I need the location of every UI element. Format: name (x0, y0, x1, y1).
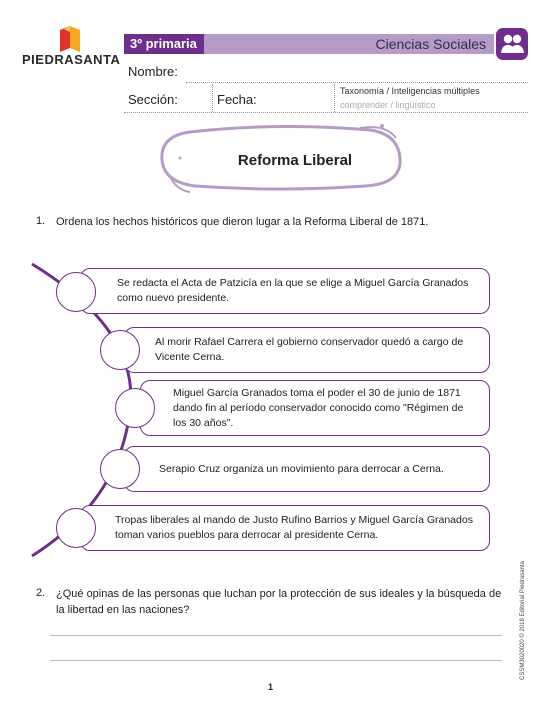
event-card (80, 268, 490, 314)
event-card (80, 505, 490, 551)
taxonomy-title: Taxonomía / Inteligencias múltiples (340, 86, 480, 96)
event-card (140, 380, 490, 436)
event-text: Miguel García Granados toma el poder el 30 de junio de 1871 dando fin al período conservador conocido como "Régimen de los 30 años". (173, 386, 464, 429)
name-field[interactable] (186, 82, 528, 83)
section-label: Sección: (128, 92, 178, 107)
question-1-number: 1. (36, 215, 46, 227)
page-number: 1 (268, 682, 274, 692)
answer-line[interactable] (50, 660, 502, 661)
date-label: Fecha: (217, 92, 257, 107)
order-circle[interactable] (56, 508, 96, 548)
field-divider (334, 84, 335, 112)
question-1-text: Ordena los hechos históricos que dieron lugar a la Reforma Liberal de 1871. (56, 216, 429, 228)
worksheet-title: Reforma Liberal (237, 152, 353, 169)
event-text: Se redacta el Acta de Patzicía en la que se elige a Miguel García Granados como nuevo presidente. (117, 277, 469, 304)
event-text: Al morir Rafael Carrera el gobierno conservador quedó a cargo de Vicente Cerna. (155, 336, 464, 363)
order-circle[interactable] (100, 330, 140, 370)
field-divider (212, 84, 213, 112)
name-label: Nombre: (128, 64, 178, 79)
order-circle[interactable] (115, 388, 155, 428)
subject-label: Ciencias Sociales (204, 34, 494, 54)
order-circle[interactable] (100, 449, 140, 489)
grade-label: 3º primaria (124, 34, 204, 54)
question-2-text: ¿Qué opinas de las personas que luchan por la protección de sus ideales y la búsqueda de la libertad en las naciones? (56, 588, 502, 616)
question-2-number: 2. (36, 587, 46, 599)
order-circle[interactable] (56, 272, 96, 312)
people-icon (496, 28, 528, 60)
publisher-logo: PIEDRASANTA (22, 52, 121, 67)
side-code: CSSM3020020 © 2018 Editorial Piedrasanta (520, 561, 526, 680)
answer-line[interactable] (50, 635, 502, 636)
event-card (124, 327, 490, 373)
form-bottom-line (124, 112, 528, 113)
event-text: Serapio Cruz organiza un movimiento para derrocar a Cerna. (159, 462, 444, 475)
event-card (124, 446, 490, 492)
taxonomy-values: comprender / lingüístico (340, 100, 436, 110)
book-logo-icon (58, 26, 82, 52)
event-text: Tropas liberales al mando de Justo Rufino Barrios y Miguel García Granados toman varios pueblos para derrocar al presidente Cerna. (115, 514, 473, 541)
